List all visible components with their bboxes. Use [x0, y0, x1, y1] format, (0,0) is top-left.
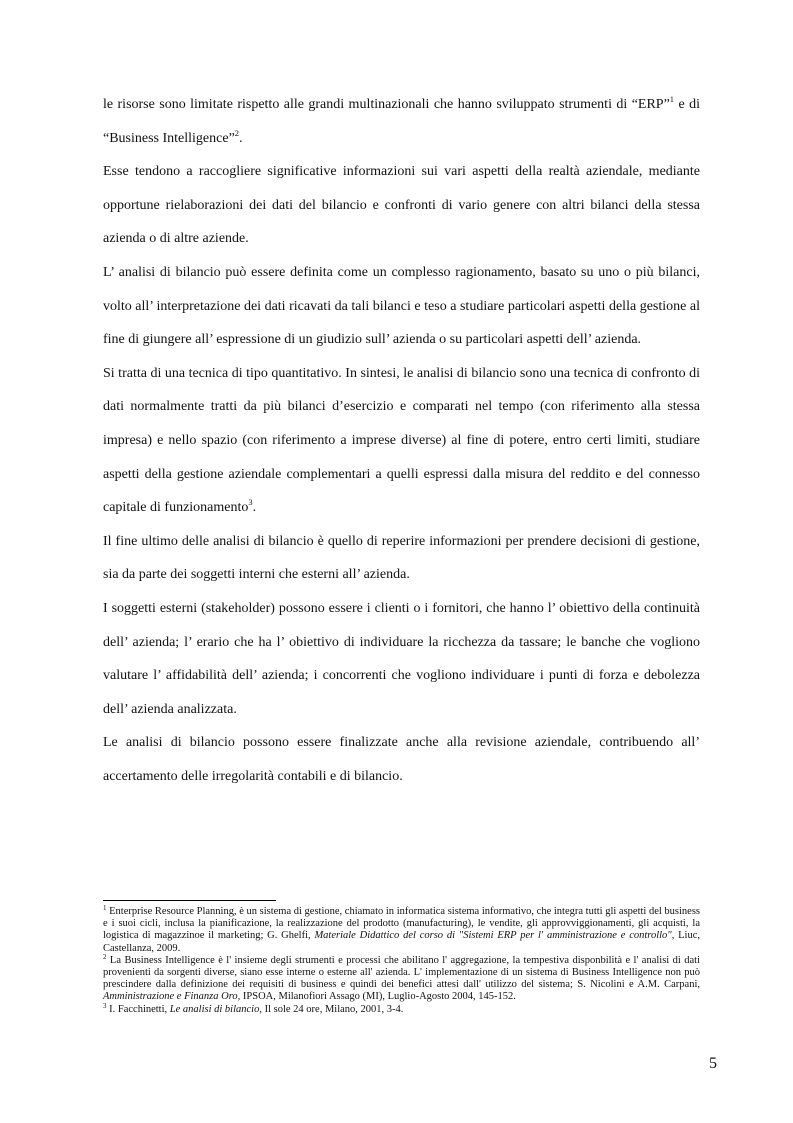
paragraph-6: I soggetti esterni (stakeholder) possono essere i clienti o i fornitori, che hanno l’ obiettivo della continuità dell’ azienda; l’ erario che ha l’ obiettivo di individuare la ricchezza da tassare; le banche che vogliono valutare l’ affidabilità dell’ azienda; i concorrenti che vogliono individuare i punti di forza e debolezza dell’ azienda analizzata. — [103, 600, 700, 717]
page-number: 5 — [709, 1055, 717, 1072]
footnote-ref-3[interactable]: 3 — [248, 497, 253, 508]
footnote-ref-1[interactable]: 1 — [669, 94, 675, 104]
body-text — [103, 88, 700, 793]
footnote-ref-2[interactable]: 2 — [234, 127, 240, 138]
paragraph-3: L’ analisi di bilancio può essere definita come un complesso ragionamento, basato su uno o più bilanci, volto all’ interpretazione dei dati ricavati da tali bilanci e teso a studiare particolari aspetti della gestione al fine di giungere all’ espressione di un giudizio sull’ azienda o su particolari aspetti dell’ azienda. — [103, 264, 700, 348]
footnote-separator — [103, 900, 276, 901]
paragraph-4: Si tratta di una tecnica di tipo quantitativo. In sintesi, le analisi di bilancio sono una tecnica di confronto di dati normalmente tratti da più bilanci d’esercizio e comparati nel tempo (con riferimento alla stessa impresa) e nello spazio (con riferimento a imprese diverse) al fine di potere, entro certi limiti, studiare aspetti della gestione aziendale complementari a quelli espressi dalla misura del reddito e del connesso capitale di funzionamento$^3$. — [103, 365, 700, 516]
footnote-2: $^2$ La Business Intelligence è l' insieme degli strumenti e processi che abilitano l' aggregazione, la tempestiva disponbilità e l' analisi di dati provenienti da sorgenti diverse, siano esse interne o esterne all' azienda. L' implementazione di un sistema di Business Intelligence non può prescindere dalla definizione dei requisiti di business e quindi dei benefici attesi dall' utilizzo del sistema; S. Nicolini e A.M. Carpani, Amministrazione e Finanza Oro, IPSOA, Milanofiori Assago (MI), Luglio-Agosto 2004, 145-152. — [103, 952, 700, 1003]
paragraph-7: Le analisi di bilancio possono essere finalizzate anche alla revisione aziendale, contribuendo all’ accertamento delle irregolarità contabili e di bilancio. — [103, 735, 700, 784]
paragraph-2: Esse tendono a raccogliere significative informazioni sui vari aspetti della realtà aziendale, mediante opportune rielaborazioni dei dati del bilancio e confronti di vario genere con altri bilanci della stessa azienda o di altre aziende. — [103, 164, 700, 247]
paragraph-5: Il fine ultimo delle analisi di bilancio è quello di reperire informazioni per prendere decisioni di gestione, sia da parte dei soggetti interni che esterni all’ azienda. — [103, 533, 700, 583]
footnote-1: $^1$ Enterprise Resource Planning, è un sistema di gestione, chiamato in informatica sistema informativo, che integra tutti gli aspetti del business e i suoi cicli, inclusa la pianificazione, la realizzazione del prodotto (manufacturing), le vendite, gli approvviggionamenti, gli acquisti, la logistica di magazzinoe il marketing; G. Ghelfi, Materiale Didattico del corso di "Sistemi ERP per l' amministrazione e controllo", Liuc, Castellanza, 2009. — [103, 904, 701, 954]
paragraph-1: le risorse sono limitate rispetto alle grandi multinazionali che hanno sviluppato strumenti di “ERP”$^1$ e di “Business Intelligence”$^2$. — [103, 94, 700, 146]
footnote-3: $^3$ I. Facchinetti, Le analisi di bilancio, Il sole 24 ore, Milano, 2001, 3-4. — [103, 1001, 404, 1015]
footnotes — [103, 906, 700, 1016]
